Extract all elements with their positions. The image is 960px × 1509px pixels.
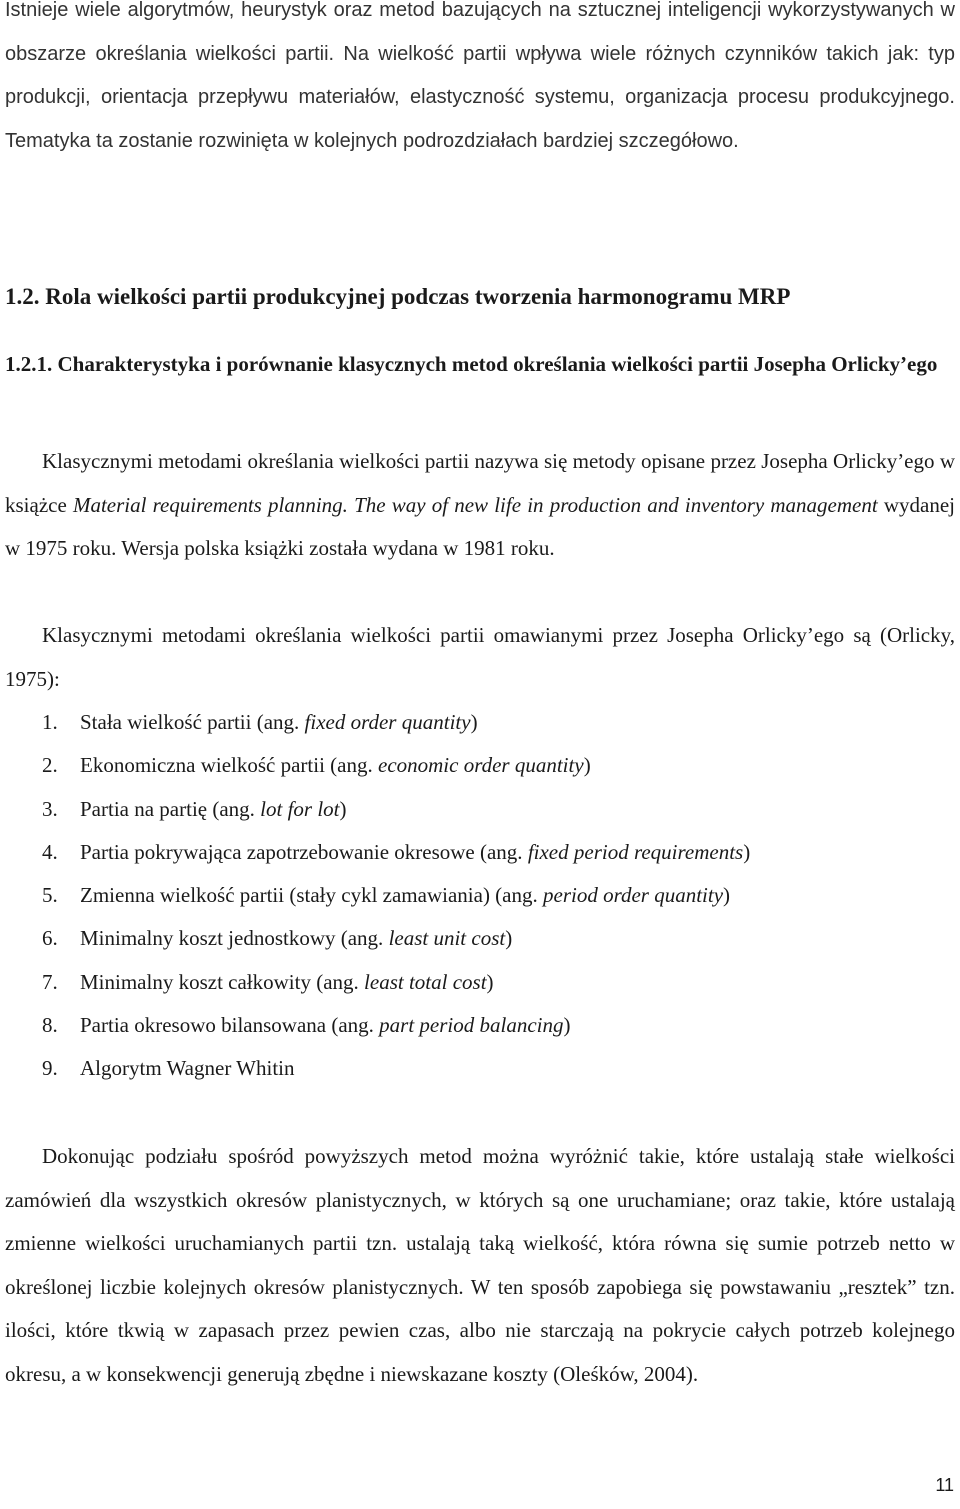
method-english: least unit cost	[388, 926, 506, 951]
subsection-heading: 1.2.1. Charakterystyka i porównanie klasycznych metod określania wielkości partii Josepha Orlicky’ego	[5, 352, 938, 376]
methods-list	[42, 701, 750, 1091]
page-number: 11	[935, 1475, 954, 1495]
method-name: Minimalny koszt jednostkowy (ang.	[80, 926, 389, 951]
list-paren: )	[470, 710, 478, 734]
list-number: 7.	[42, 969, 58, 994]
method-english: lot for lot	[260, 796, 340, 821]
method-name: Algorytm Wagner Whitin	[80, 1056, 295, 1081]
method-name: Minimalny koszt całkowity (ang.	[80, 969, 365, 994]
list-paren: )	[563, 1013, 571, 1038]
list-item	[42, 788, 750, 831]
list-item	[42, 1004, 750, 1047]
paragraph-methods-intro: Klasycznymi metodami określania wielkości partii omawianymi przez Josepha Orlicky’ego są (Orlicky, 1975):	[5, 623, 955, 691]
list-item	[42, 874, 750, 917]
method-english: fixed order quantity	[304, 710, 471, 734]
list-number: 4.	[42, 839, 58, 864]
method-english: fixed period requirements	[527, 839, 744, 864]
list-number: 9.	[42, 1056, 58, 1081]
list-item	[42, 961, 750, 1004]
list-paren: )	[505, 926, 513, 951]
intro-paragraph: Istnieje wiele algorytmów, heurystyk oraz metod bazujących na sztucznej inteligencji wykorzystywanych w obszarze określania wielkości partii. Na wielkość partii wpływa wiele różnych czynników takich jak: typ produkcji, orientacja przepływu materiałów, elastyczność systemu, organizacja procesu produkcyjnego. Tematyka ta zostanie rozwinięta w kolejnych podrozdziałach bardziej szczegółowo.	[5, 0, 955, 152]
list-paren: )	[723, 883, 731, 908]
method-name: Partia na partię (ang.	[80, 796, 261, 821]
method-english: least total cost	[364, 969, 487, 994]
method-name: Partia pokrywająca zapotrzebowanie okresowe (ang.	[80, 839, 528, 864]
list-number: 8.	[42, 1013, 58, 1038]
list-paren: )	[743, 839, 751, 864]
method-name: Stała wielkość partii (ang.	[80, 710, 305, 734]
list-number: 6.	[42, 926, 58, 951]
method-english: economic order quantity	[378, 753, 584, 778]
book-title: Material requirements planning. The way of new life in production and inventory management	[72, 492, 878, 517]
list-number: 1.	[42, 710, 58, 734]
method-english: part period balancing	[379, 1013, 564, 1038]
list-paren: )	[486, 969, 494, 994]
list-number: 5.	[42, 883, 58, 908]
list-number: 3.	[42, 796, 58, 821]
paragraph-method-division: Dokonując podziału spośród powyższych metod można wyróżnić takie, które ustalają stałe wielkości zamówień dla wszystkich okresów planistycznych, w których są one uruchamiane; oraz takie, które ustalają zmienne wielkości uruchamianych partii tzn. ustalają taką wielkość, która równa się sumie potrzeb netto w określonej liczbie kolejnych okresów planistycznych. W ten sposób zapobiega się powstawaniu „resztek” tzn. ilości, które tkwią w zapasach przez pewien czas, albo nie starczają na pokrycie całych potrzeb kolejnego okresu, a w konsekwencji generują zbędne i niewskazane koszty (Oleśków, 2004).	[5, 1144, 955, 1386]
paragraph-text: wydanej w 1975 roku. Wersja polska książki została wydana w 1981 roku.	[5, 492, 955, 560]
list-item	[42, 917, 750, 960]
method-name: Ekonomiczna wielkość partii (ang.	[80, 753, 378, 778]
list-item	[42, 831, 750, 874]
list-item	[42, 1047, 750, 1090]
list-paren: )	[339, 796, 347, 821]
list-item	[42, 701, 750, 744]
section-heading: 1.2. Rola wielkości partii produkcyjnej podczas tworzenia harmonogramu MRP	[5, 284, 791, 309]
list-paren: )	[583, 753, 591, 778]
list-item	[42, 744, 750, 787]
list-number: 2.	[42, 753, 58, 778]
paragraph-orlicky-book	[5, 440, 955, 571]
method-name: Partia okresowo bilansowana (ang.	[80, 1013, 380, 1038]
method-english: period order quantity	[543, 883, 724, 908]
paragraph-text: Klasycznymi metodami określania wielkości partii nazywa się metody opisane przez Josepha Orlicky’ego w książce	[5, 449, 955, 517]
method-name: Zmienna wielkość partii (stały cykl zamawiania) (ang.	[80, 883, 543, 908]
